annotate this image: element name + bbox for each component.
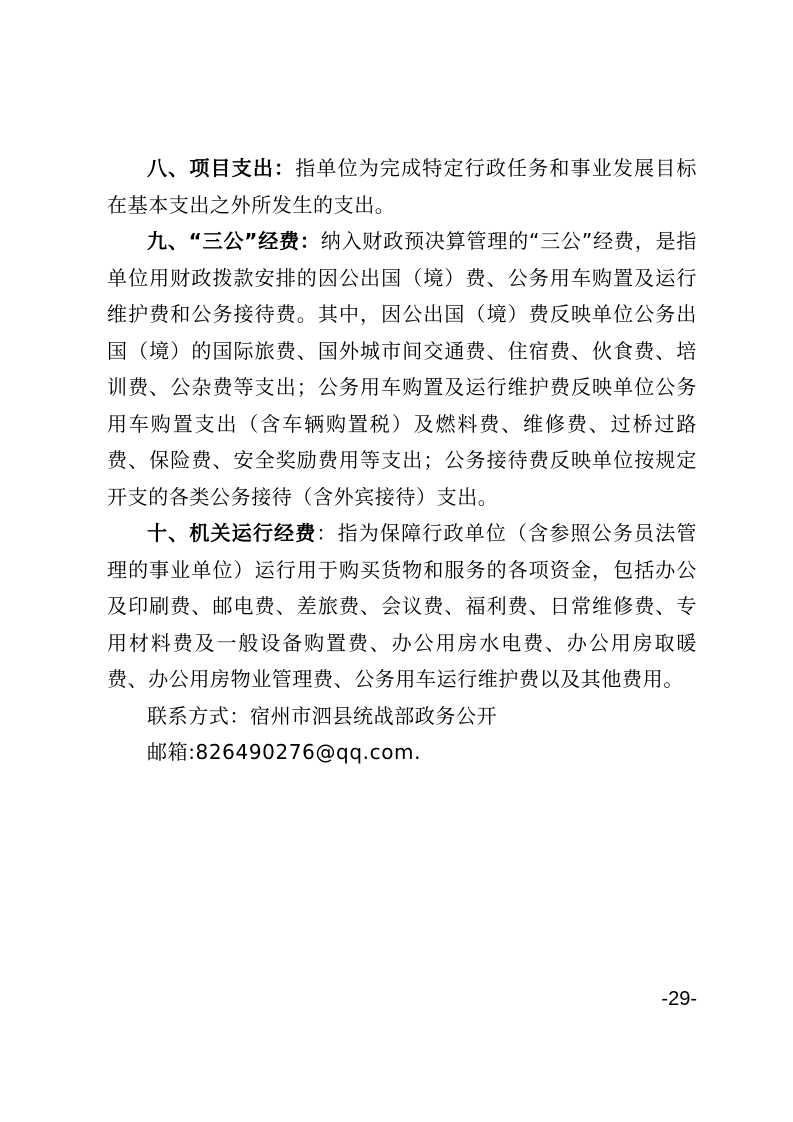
section-heading: 八、项目支出： (147, 156, 296, 180)
section-agency-operating-expenses (107, 515, 697, 698)
section-text: 纳入财政预决算管理的“三公”经费，是指单位用财政拨款安排的因公出国（境）费、公务用车购置及运行维护费和公务接待费。其中，因公出国（境）费反映单位公务出国（境）的国际旅费、国外城市间交通费、住宿费、伙食费、培训费、公杂费等支出；公务用车购置及运行维护费反映单位公务用车购置支出（含车辆购置税）及燃料费、维修费、过桥过路费、保险费、安全奖励费用等支出；公务接待费反映单位按规定开支的各类公务接待（含外宾接待）支出。 (107, 229, 697, 509)
section-heading: 九、“三公”经费： (147, 229, 321, 253)
page-number: -29- (661, 988, 697, 1010)
document-body (107, 150, 697, 771)
section-text: ：指为保障行政单位（含参照公务员法管理的事业单位）运行用于购买货物和服务的各项资金，包括办公及印刷费、邮电费、差旅费、会议费、福利费、日常维修费、专用材料费及一般设备购置费、办公用房水电费、办公用房取暖费、办公用房物业管理费、公务用车运行维护费以及其他费用。 (107, 521, 697, 691)
contact-line: 联系方式：宿州市泗县统战部政务公开 (147, 703, 498, 728)
section-project-expenditure (107, 150, 697, 223)
section-three-public-expenses (107, 223, 697, 515)
section-heading: 十、机关运行经费 (147, 521, 317, 545)
email-line: 邮箱:826490276@qq.com. (147, 740, 422, 764)
section-text: 指单位为完成特定行政任务和事业发展目标在基本支出之外所发生的支出。 (107, 156, 697, 217)
